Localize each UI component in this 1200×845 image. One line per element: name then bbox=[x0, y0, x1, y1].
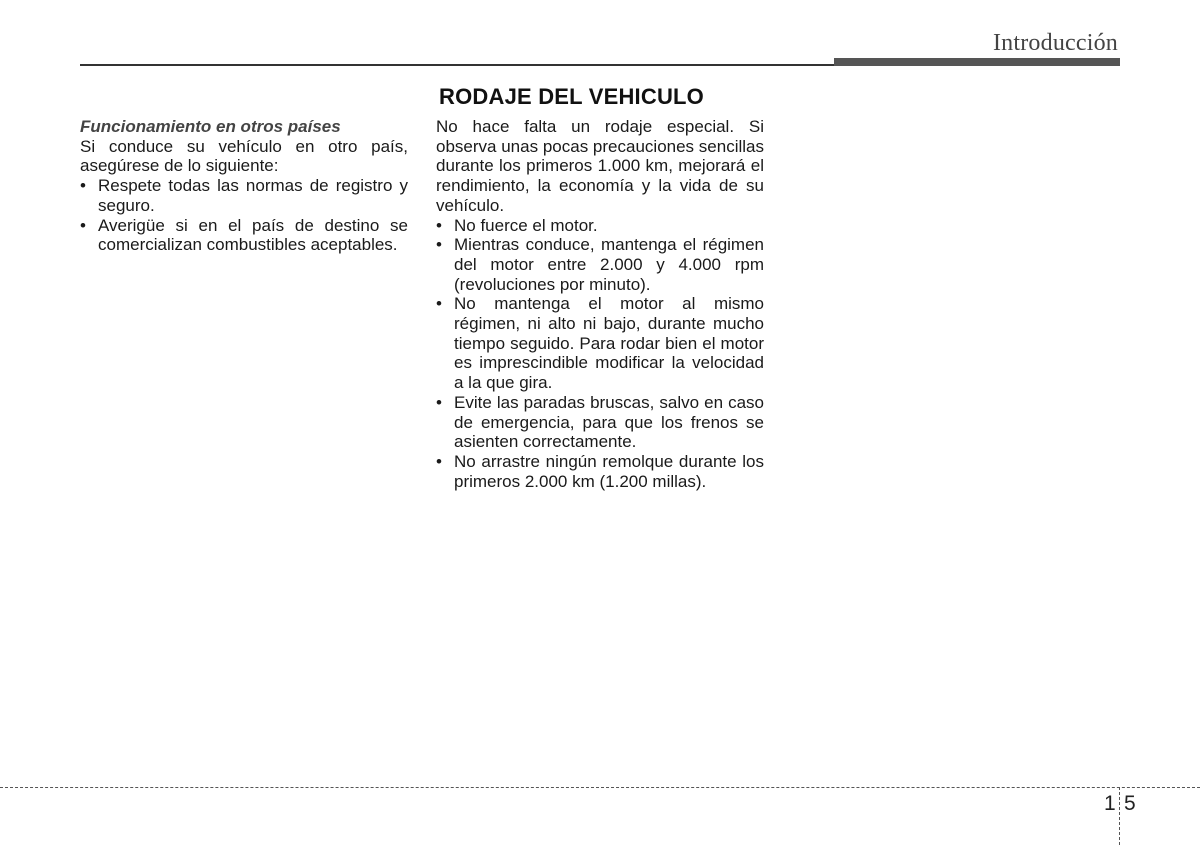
list-item: • Mientras conduce, mantenga el régimen del motor entre 2.000 y 4.000 rpm (revoluciones por minuto). bbox=[436, 235, 764, 294]
list-item: • No arrastre ningún remolque durante los primeros 2.000 km (1.200 millas). bbox=[436, 452, 764, 491]
list-item: • Respete todas las normas de registro y seguro. bbox=[80, 176, 408, 215]
list-item: • Evite las paradas bruscas, salvo en caso de emergencia, para que los frenos se asienten correctamente. bbox=[436, 393, 764, 452]
section-heading: RODAJE DEL VEHICULO bbox=[439, 84, 704, 109]
footer-dotted-divider bbox=[1119, 787, 1120, 845]
paragraph-break-in-intro: No hace falta un rodaje especial. Si observa unas pocas precauciones sencillas durante los primeros 1.000 km, mejorará el rendimiento, la economía y la vida de su vehículo. bbox=[436, 117, 764, 215]
paragraph-intro: Si conduce su vehículo en otro país, asegúrese de lo siguiente: bbox=[80, 136, 408, 176]
bullet-list bbox=[436, 216, 764, 492]
bullet-list bbox=[80, 176, 408, 255]
left-column bbox=[80, 117, 408, 255]
list-item: • Averigüe si en el país de destino se comercializan combustibles aceptables. bbox=[80, 216, 408, 255]
chapter-title: Introducción bbox=[992, 30, 1118, 56]
list-item: • No mantenga el motor al mismo régimen, ni alto ni bajo, durante mucho tiempo seguido. Para rodar bien el motor es imprescindible modificar la velocidad a la que gira. bbox=[436, 294, 764, 393]
chapter-number: 1 bbox=[1104, 792, 1116, 815]
header-rule bbox=[80, 64, 840, 66]
list-item: • No fuerce el motor. bbox=[436, 216, 764, 236]
footer-dotted-rule bbox=[0, 787, 1200, 788]
header-tab-bar bbox=[834, 58, 1120, 66]
middle-column bbox=[436, 117, 764, 491]
subheading-other-countries: Funcionamiento en otros países bbox=[80, 117, 341, 136]
page-number: 5 bbox=[1124, 792, 1136, 815]
